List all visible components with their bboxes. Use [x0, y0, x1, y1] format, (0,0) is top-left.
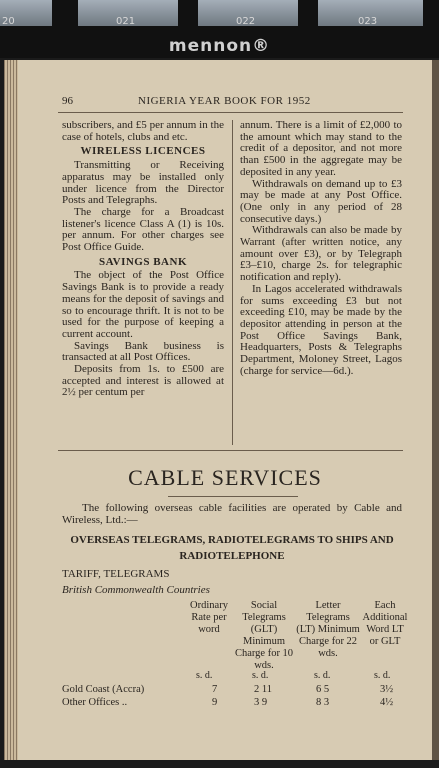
- rate-each: 3½: [380, 684, 394, 695]
- unit-label: s. d.: [374, 670, 391, 681]
- paragraph: The object of the Post Office Savings Bank is to provide a ready means for the deposit of savings and so to encourage thrift. It is not to be used for the purpose of keeping a current account.: [62, 269, 224, 340]
- page-number: 96: [62, 95, 73, 107]
- frame-number: 021: [116, 16, 136, 27]
- header-rule: [58, 112, 403, 113]
- film-brand: mennon®: [168, 36, 271, 56]
- page-edge: [4, 60, 18, 760]
- paragraph: Transmitting or Receiving apparatus may be installed only under licence from the Director Posts and Telegraphs.: [62, 159, 224, 207]
- running-head: NIGERIA YEAR BOOK FOR 1952: [138, 95, 311, 107]
- paragraph: The charge for a Broadcast listener's licence Class A (1) is 10s. per annum. For other charges see Post Office Guide.: [62, 205, 224, 254]
- section-heading: SAVINGS BANK: [98, 255, 188, 268]
- rate-ordinary: 7: [212, 684, 218, 695]
- column-header-ordinary: Ordinary Rate per word: [190, 600, 228, 635]
- section-heading: WIRELESS LICENCES: [80, 145, 206, 158]
- column-header-letter: Letter Telegrams (LT) Minimum Charge for 22 wds.: [296, 600, 360, 659]
- column-header-each: Each Additional Word LT or GLT: [362, 600, 408, 647]
- row-place: Gold Coast (Accra): [62, 684, 145, 695]
- unit-label: s. d.: [252, 670, 269, 681]
- frame-number: 20: [2, 16, 15, 27]
- overseas-heading: OVERSEAS TELEGRAMS, RADIOTELEGRAMS TO SHIPS AND RADIOTELEPHONE: [70, 534, 394, 562]
- paragraph: In Lagos accelerated withdrawals for sums exceeding £3 but not exceeding £10, may be made by the depositor attending in person at the Post Office Savings Bank, Headquarters, Posts & Telegraphs Department, Moloney Street, Lagos (charge for service—6d.).: [240, 282, 402, 377]
- page-right-edge: [432, 60, 439, 760]
- left-column: [62, 120, 224, 399]
- rate-letter: 8 3: [316, 697, 330, 708]
- cable-intro: The following overseas cable facilities are operated by Cable and Wireless, Ltd.:—: [62, 502, 402, 526]
- paragraph: subscribers, and £5 per annum in the case of hotels, clubs and etc.: [62, 119, 224, 143]
- row-place: Other Offices ..: [62, 697, 128, 708]
- paragraph: Withdrawals can also be made by Warrant (after written notice, any amount over £3), or by Telegraph £3–£10, charge 2s. for telegraphic notification and reply).: [240, 224, 402, 284]
- column-header-social: Social Telegrams (GLT) Minimum Charge for 10 wds.: [234, 600, 294, 671]
- rate-social: 2 11: [254, 684, 272, 695]
- frame-number: 022: [236, 16, 256, 27]
- section-rule: [58, 450, 403, 451]
- commonwealth-subheading: British Commonwealth Countries: [62, 584, 210, 596]
- unit-label: s. d.: [314, 670, 331, 681]
- book-page: [18, 60, 432, 760]
- rate-each: 4½: [380, 697, 394, 708]
- frame-number: 023: [358, 16, 378, 27]
- rate-ordinary: 9: [212, 697, 218, 708]
- tariff-heading: TARIFF, TELEGRAMS: [62, 568, 170, 580]
- paragraph: Savings Bank business is transacted at all Post Offices.: [62, 339, 224, 364]
- column-rule: [232, 120, 233, 445]
- paragraph: Withdrawals on demand up to £3 may be made at any Post Office. (One only in any period of 28 consecutive days.): [240, 177, 402, 225]
- right-column: [240, 120, 402, 377]
- paragraph: annum. There is a limit of £2,000 to the amount which may stand to the credit of a depositor, and not more than £500 in the aggregate may be deposited in any year.: [240, 119, 402, 178]
- cable-services-title: CABLE SERVICES: [128, 465, 322, 490]
- title-rule: [168, 496, 298, 497]
- paragraph: Deposits from 1s. to £500 are accepted and interest is allowed at 2½ per centum per: [62, 363, 224, 399]
- rate-social: 3 9: [254, 697, 268, 708]
- rate-letter: 6 5: [316, 684, 330, 695]
- film-strip: [0, 0, 439, 58]
- unit-label: s. d.: [196, 670, 213, 681]
